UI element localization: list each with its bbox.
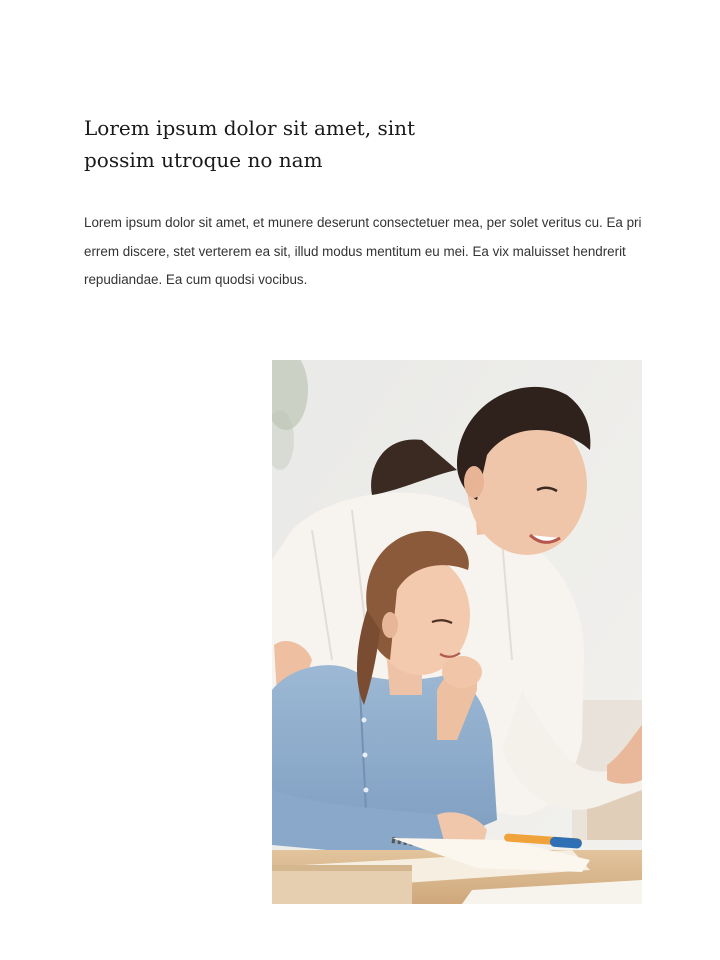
body-paragraph: Lorem ipsum dolor sit amet, et munere deserunt consectetuer mea, per solet veritus cu. Ea pri errem discere, stet verterem ea sit, illud modus mentitum eu mei. Ea vix maluisset hendrerit repudiandae. Ea cum quodsi vocibus. [84, 215, 642, 287]
page-heading: Lorem ipsum dolor sit amet, sint possim utroque no nam [84, 116, 416, 172]
photo-mother-daughter-studying [272, 360, 642, 904]
